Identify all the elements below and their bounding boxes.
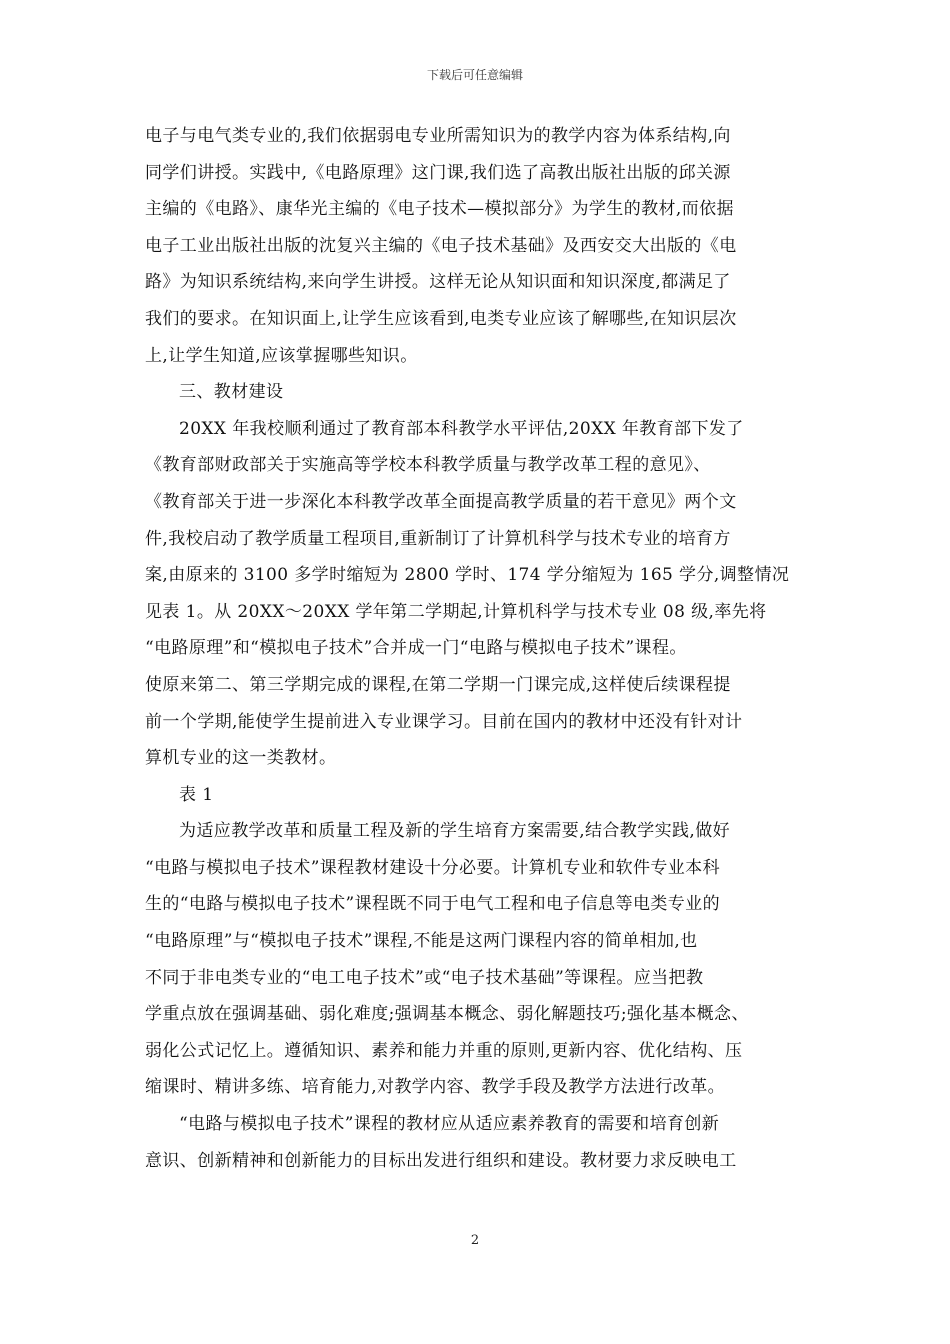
text-line: 生的“电路与模拟电子技术”课程既不同于电气工程和电子信息等电类专业的 — [145, 894, 720, 915]
document-body — [145, 118, 805, 1179]
text-line: 三、教材建设 — [179, 382, 284, 403]
text-line: 案,由原来的 3100 多学时缩短为 2800 学时、174 学分缩短为 165 学分,调整情况 — [145, 565, 790, 586]
text-line: 上,让学生知道,应该掌握哪些知识。 — [145, 345, 418, 366]
text-line: 见表 1。从 20XX～20XX 学年第二学期起,计算机科学与技术专业 08 级,率先将 — [145, 601, 767, 622]
text-line: 路》为知识系统结构,来向学生讲授。这样无论从知识面和知识深度,都满足了 — [145, 272, 731, 293]
text-line: “电路与模拟电子技术”课程的教材应从适应素养教育的需要和培育创新 — [179, 1114, 720, 1135]
text-line: 表 1 — [179, 784, 214, 805]
text-line: “电路与模拟电子技术”课程教材建设十分必要。计算机专业和软件专业本科 — [145, 857, 720, 878]
text-line: 前一个学期,能使学生提前进入专业课学习。目前在国内的教材中还没有针对计 — [145, 711, 743, 732]
text-line: 我们的要求。在知识面上,让学生应该看到,电类专业应该了解哪些,在知识层次 — [145, 308, 737, 329]
text-line: 不同于非电类专业的“电工电子技术”或“电子技术基础”等课程。应当把教 — [145, 967, 704, 988]
text-line: 电子与电气类专业的,我们依据弱电专业所需知识为的教学内容为体系结构,向 — [145, 126, 731, 146]
text-line: 同学们讲授。实践中,《电路原理》这门课,我们选了高教出版社出版的邱关源 — [145, 162, 731, 183]
text-line: “电路原理”和“模拟电子技术”合并成一门“电路与模拟电子技术”课程。 — [145, 638, 687, 659]
page-header: 下载后可任意编辑 — [426, 68, 523, 82]
text-line: 弱化公式记忆上。遵循知识、素养和能力并重的原则,更新内容、优化结构、压 — [145, 1040, 743, 1061]
text-line: “电路原理”与“模拟电子技术”课程,不能是这两门课程内容的简单相加,也 — [145, 931, 698, 952]
text-line: 算机专业的这一类教材。 — [145, 748, 337, 769]
text-line: 《教育部财政部关于实施高等学校本科教学质量与教学改革工程的意见》、 — [145, 455, 711, 476]
text-line: 学重点放在强调基础、弱化难度;强调基本概念、弱化解题技巧;强化基本概念、 — [145, 1004, 749, 1025]
text-line: 20XX 年我校顺利通过了教育部本科教学水平评估,20XX 年教育部下发了 — [179, 418, 744, 439]
text-line: 意识、创新精神和创新能力的目标出发进行组织和建设。教材要力求反映电工 — [145, 1150, 737, 1171]
page-number: 2 — [470, 1233, 480, 1248]
text-line: 电子工业出版社出版的沈复兴主编的《电子技术基础》及西安交大出版的《电 — [145, 235, 737, 256]
text-line: 主编的《电路》、康华光主编的《电子技术—模拟部分》为学生的教材,而依据 — [145, 199, 734, 220]
text-line: 为适应教学改革和质量工程及新的学生培育方案需要,结合教学实践,做好 — [179, 821, 731, 842]
text-line: 缩课时、精讲多练、培育能力,对教学内容、教学手段及教学方法进行改革。 — [145, 1077, 726, 1098]
text-line: 使原来第二、第三学期完成的课程,在第二学期一门课完成,这样使后续课程提 — [145, 674, 731, 695]
text-line: 件,我校启动了教学质量工程项目,重新制订了计算机科学与技术专业的培育方 — [145, 528, 731, 549]
text-line: 《教育部关于进一步深化本科教学改革全面提高教学质量的若干意见》两个文 — [145, 491, 737, 512]
